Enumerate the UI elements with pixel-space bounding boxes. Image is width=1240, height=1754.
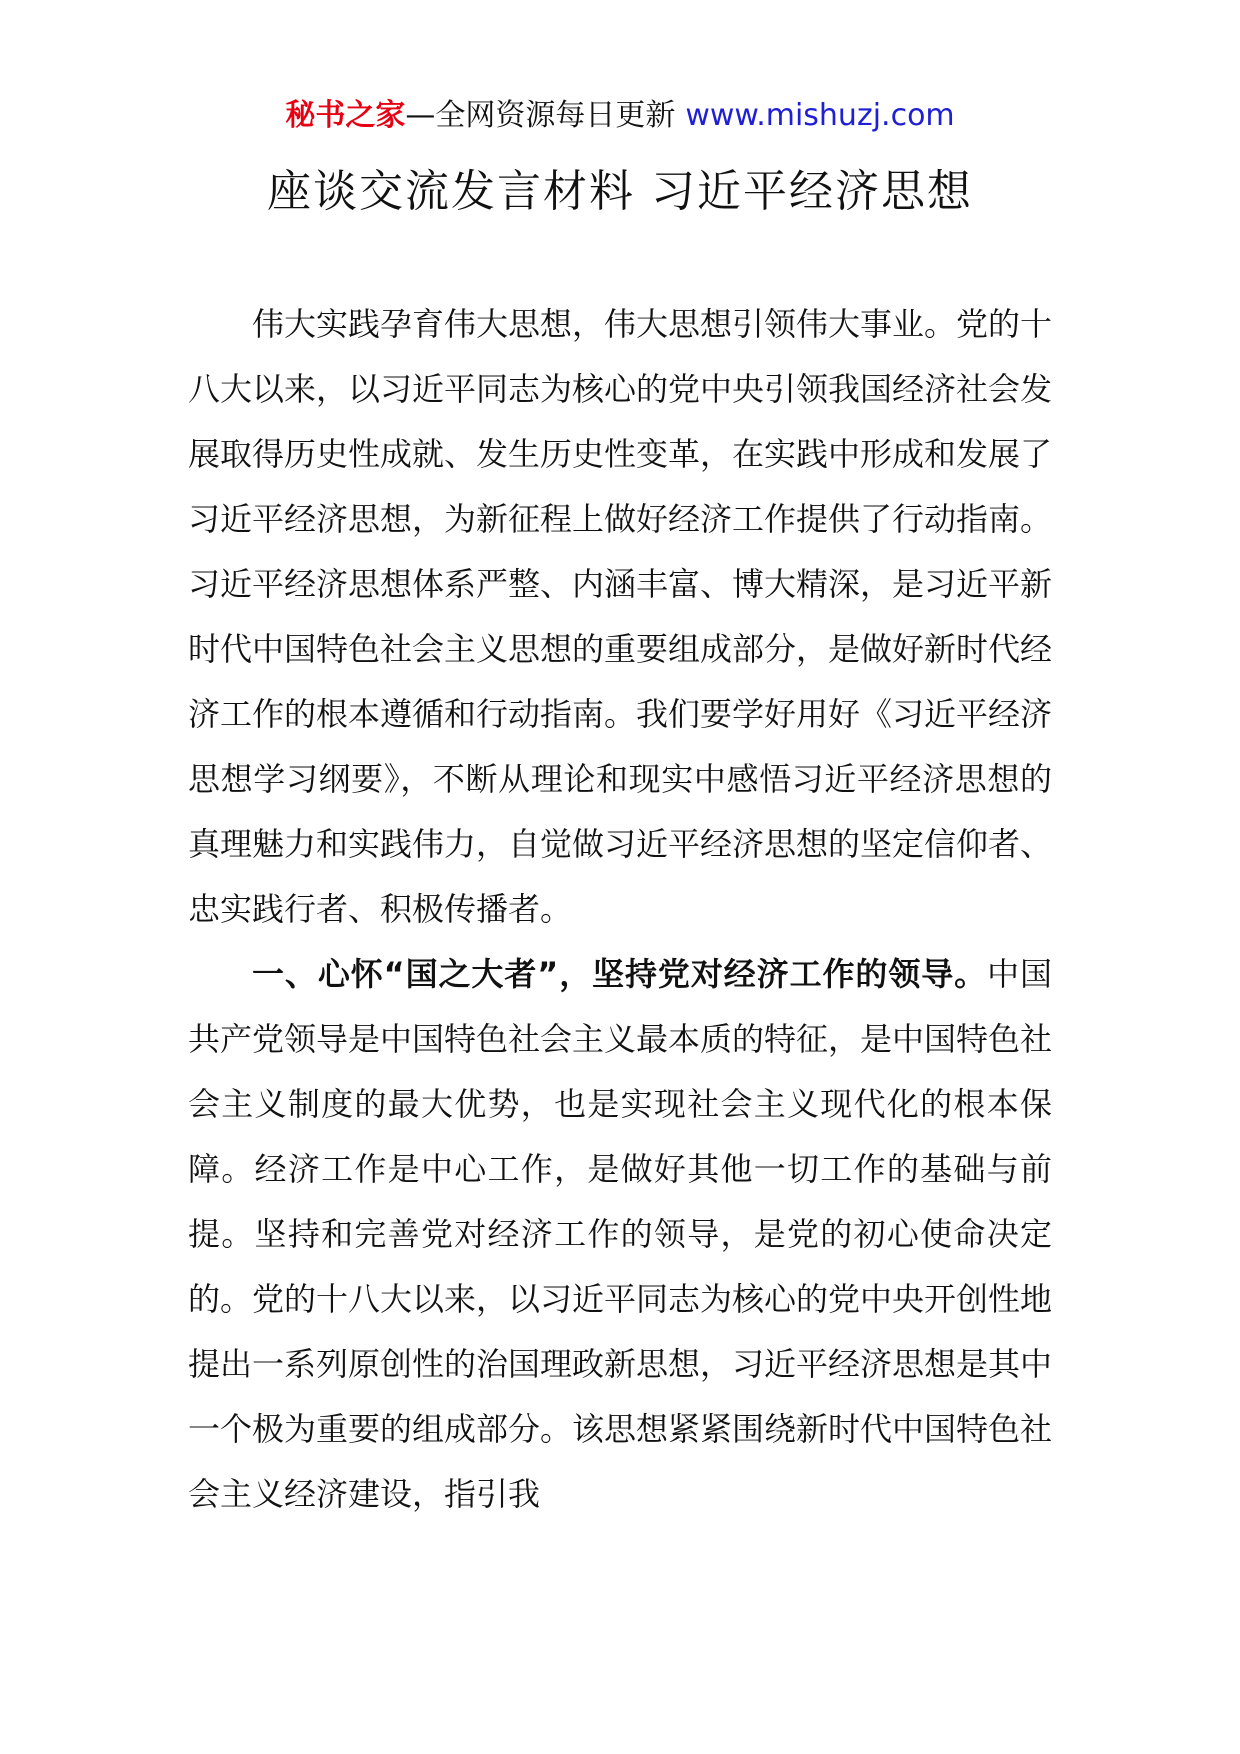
intro-paragraph: 伟大实践孕育伟大思想，伟大思想引领伟大事业。党的十八大以来，以习近平同志为核心的党中央引领我国经济社会发展取得历史性成就、发生历史性变革，在实践中形成和发展了习近平经济思想，为新征程上做好经济工作提供了行动指南。习近平经济思想体系严整、内涵丰富、博大精深，是习近平新时代中国特色社会主义思想的重要组成部分，是做好新时代经济工作的根本遵循和行动指南。我们要学好用好《习近平经济思想学习纲要》，不断从理论和现实中感悟习近平经济思想的真理魅力和实践伟力，自觉做习近平经济思想的坚定信仰者、忠实践行者、积极传播者。 bbox=[188, 305, 1053, 928]
site-url-link[interactable]: www.mishuzj.com bbox=[685, 98, 955, 133]
document-title: 座谈交流发言材料 习近平经济思想 bbox=[267, 166, 973, 217]
header-banner bbox=[0, 96, 1240, 136]
section-1-heading: 一、心怀“国之大者”，坚持党对经济工作的领导。 bbox=[252, 955, 988, 993]
brand-name: 秘书之家 bbox=[285, 98, 406, 133]
header-tagline: —全网资源每日更新 bbox=[405, 98, 676, 133]
section-1-body: 中国共产党领导是中国特色社会主义最本质的特征，是中国特色社会主义制度的最大优势，也是实现社会主义现代化的根本保障。经济工作是中心工作，是做好其他一切工作的基础与前提。坚持和完善党对经济工作的领导，是党的初心使命决定的。党的十八大以来，以习近平同志为核心的党中央开创性地提出一系列原创性的治国理政新思想，习近平经济思想是其中一个极为重要的组成部分。该思想紧紧围绕新时代中国特色社会主义经济建设，指引我 bbox=[188, 955, 1053, 1513]
section-1-paragraph bbox=[188, 942, 1052, 1527]
document-body bbox=[188, 292, 1052, 1527]
